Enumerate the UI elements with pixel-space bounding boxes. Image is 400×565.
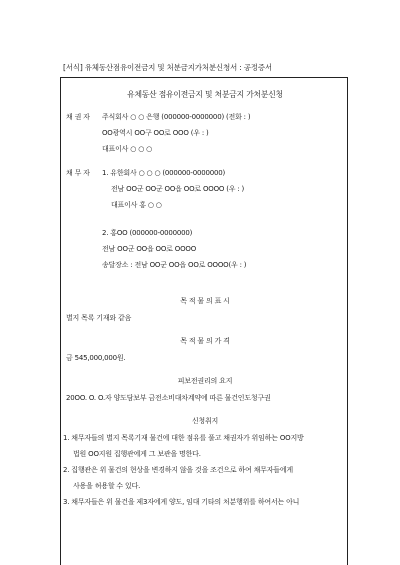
creditor-label: 채 권 자 (66, 113, 90, 121)
debtors-label: 채 무 자 (66, 169, 90, 177)
creditor-name: 주식회사 ○ ○ 은행 (000000-0000000) (전화 : ) (102, 113, 251, 121)
preserved-right-heading: 피보전권리의 요지 (177, 377, 233, 385)
purpose-item-1-cont: 법원 OO지원 집행관에게 그 보관을 명한다. (73, 450, 201, 458)
creditor-representative: 대표이사 ○ ○ ○ (102, 145, 153, 153)
document-title: 유체동산 점유이전금지 및 처분금지 가처분신청 (127, 90, 283, 99)
debtor1-name: 1. 유한회사 ○ ○ ○ (000000-0000000) (102, 169, 226, 177)
purpose-item-1: 1. 채무자들의 별지 목록기재 물건에 대한 점유를 풀고 채권자가 위임하는 OO지방 (63, 434, 304, 442)
purpose-item-2: 2. 집행관은 위 물건의 현상을 변경하지 않을 것을 조건으로 하여 채무자들에게 (63, 466, 293, 474)
creditor-address: OO광역시 OO구 OO로 OOO (우 : ) (102, 129, 209, 137)
subject-description-heading: 목 적 물 의 표 시 (180, 297, 230, 305)
preserved-right-body: 20OO. O. O.자 양도담보부 금전소비대차계약에 따른 물건인도청구권 (66, 394, 271, 402)
debtor2-name: 2. 홍OO (000000-0000000) (102, 229, 193, 237)
application-purpose-heading: 신청취지 (191, 417, 219, 425)
form-label: [서식] 유체동산점유이전금지 및 처분금지가처분신청서 : 공정증서 (63, 63, 272, 72)
subject-price-body: 금 545,000,000원. (66, 354, 126, 362)
subject-description-body: 별지 목록 기재와 같음 (66, 314, 132, 322)
purpose-item-2-cont: 사용을 허용할 수 있다. (73, 482, 141, 490)
document-body (60, 77, 348, 565)
debtor2-delivery: 송달장소 : 전남 OO군 OO읍 OO로 OOOO(우 : ) (102, 261, 247, 269)
purpose-item-3: 3. 채무자들은 위 물건을 제3자에게 양도, 임대 기타의 처분행위를 하여서는 아니 (63, 498, 300, 506)
debtor1-address: 전남 OO군 OO군 OO읍 OO로 OOOO (우 : ) (111, 185, 245, 193)
debtor1-representative: 대표이사 홍 ○ ○ (111, 201, 162, 209)
debtor2-address: 전남 OO군 OO읍 OO로 OOOO (102, 245, 197, 253)
subject-price-heading: 목 적 물 의 가 격 (180, 337, 230, 345)
